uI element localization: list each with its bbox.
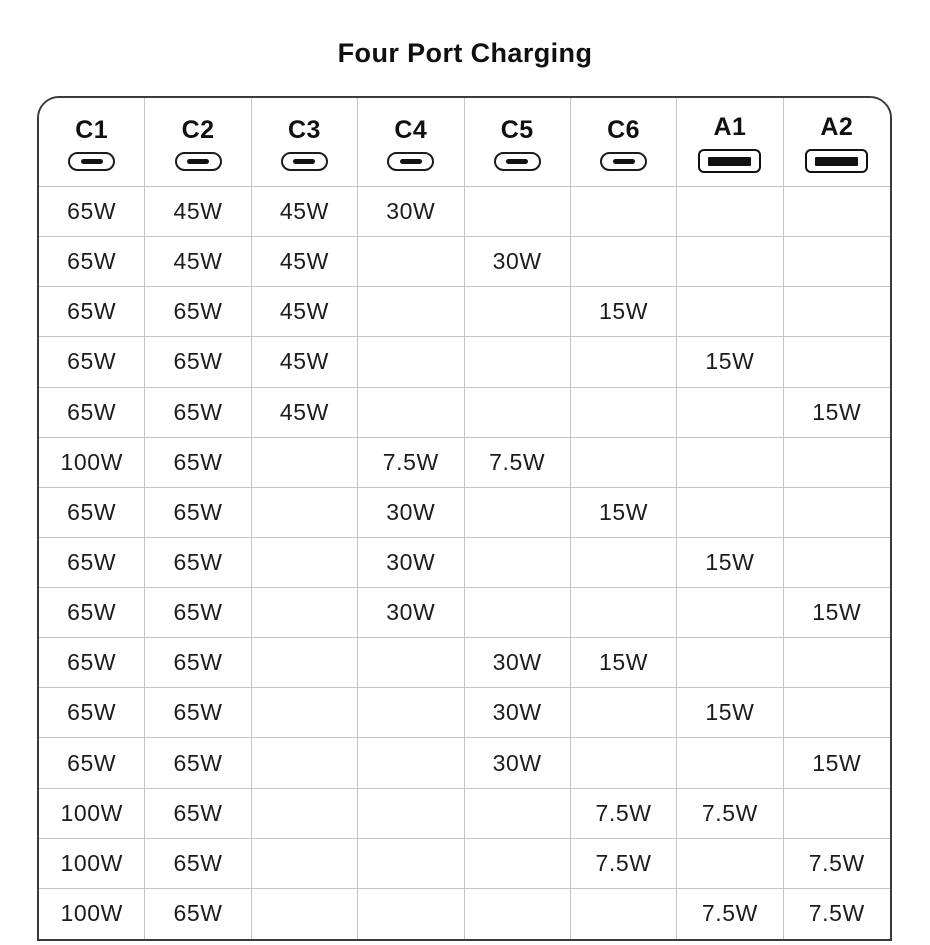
cell-row5-c5 xyxy=(465,388,571,438)
usb-c-port-icon xyxy=(281,152,328,171)
cell-row2-c3: 45W xyxy=(252,237,358,287)
cell-row5-c3: 45W xyxy=(252,388,358,438)
cell-row15-c1: 100W xyxy=(39,889,145,939)
cell-row12-c6 xyxy=(571,738,677,788)
cell-row14-a2: 7.5W xyxy=(784,839,890,889)
column-header-label: C4 xyxy=(394,115,428,144)
cell-row6-c4: 7.5W xyxy=(358,438,464,488)
cell-row10-c2: 65W xyxy=(145,638,251,688)
column-header-label: C5 xyxy=(500,115,534,144)
cell-row4-c2: 65W xyxy=(145,337,251,387)
cell-row1-c3: 45W xyxy=(252,187,358,237)
cell-row1-c4: 30W xyxy=(358,187,464,237)
column-header-c6 xyxy=(571,98,677,187)
column-header-label: C2 xyxy=(181,115,215,144)
cell-row6-c3 xyxy=(252,438,358,488)
cell-row6-c5: 7.5W xyxy=(465,438,571,488)
cell-row12-c4 xyxy=(358,738,464,788)
cell-row10-c1: 65W xyxy=(39,638,145,688)
cell-row6-c2: 65W xyxy=(145,438,251,488)
cell-row9-a1 xyxy=(677,588,783,638)
usb-a-port-icon xyxy=(805,149,868,173)
cell-row3-a2 xyxy=(784,287,890,337)
column-header-c2 xyxy=(145,98,251,187)
page-title: Four Port Charging xyxy=(337,38,593,68)
cell-row10-c3 xyxy=(252,638,358,688)
cell-row6-a1 xyxy=(677,438,783,488)
cell-row3-c6: 15W xyxy=(571,287,677,337)
cell-row2-c6 xyxy=(571,237,677,287)
cell-row13-c6: 7.5W xyxy=(571,789,677,839)
cell-row2-c2: 45W xyxy=(145,237,251,287)
cell-row1-c2: 45W xyxy=(145,187,251,237)
cell-row14-c6: 7.5W xyxy=(571,839,677,889)
usb-c-port-icon xyxy=(175,152,222,171)
cell-row13-c4 xyxy=(358,789,464,839)
cell-row5-a2: 15W xyxy=(784,388,890,438)
cell-row10-c5: 30W xyxy=(465,638,571,688)
cell-row15-a2: 7.5W xyxy=(784,889,890,939)
cell-row3-c4 xyxy=(358,287,464,337)
cell-row15-c6 xyxy=(571,889,677,939)
cell-row4-a1: 15W xyxy=(677,337,783,387)
cell-row9-c5 xyxy=(465,588,571,638)
cell-row7-a2 xyxy=(784,488,890,538)
usb-c-port-icon xyxy=(68,152,115,171)
cell-row10-a2 xyxy=(784,638,890,688)
cell-row7-a1 xyxy=(677,488,783,538)
cell-row9-c3 xyxy=(252,588,358,638)
cell-row11-c6 xyxy=(571,688,677,738)
cell-row4-c3: 45W xyxy=(252,337,358,387)
cell-row13-c1: 100W xyxy=(39,789,145,839)
cell-row9-c1: 65W xyxy=(39,588,145,638)
column-header-label: A1 xyxy=(713,113,747,141)
cell-row12-a1 xyxy=(677,738,783,788)
cell-row12-c5: 30W xyxy=(465,738,571,788)
cell-row11-c1: 65W xyxy=(39,688,145,738)
cell-row4-c1: 65W xyxy=(39,337,145,387)
cell-row7-c3 xyxy=(252,488,358,538)
cell-row13-c3 xyxy=(252,789,358,839)
cell-row5-c4 xyxy=(358,388,464,438)
cell-row11-c3 xyxy=(252,688,358,738)
cell-row1-c6 xyxy=(571,187,677,237)
cell-row9-c2: 65W xyxy=(145,588,251,638)
cell-row8-c1: 65W xyxy=(39,538,145,588)
cell-row13-a2 xyxy=(784,789,890,839)
cell-row10-c4 xyxy=(358,638,464,688)
cell-row11-c5: 30W xyxy=(465,688,571,738)
cell-row14-c5 xyxy=(465,839,571,889)
cell-row14-c3 xyxy=(252,839,358,889)
cell-row7-c4: 30W xyxy=(358,488,464,538)
cell-row10-c6: 15W xyxy=(571,638,677,688)
cell-row15-c3 xyxy=(252,889,358,939)
cell-row13-c5 xyxy=(465,789,571,839)
cell-row7-c1: 65W xyxy=(39,488,145,538)
cell-row5-a1 xyxy=(677,388,783,438)
cell-row15-c5 xyxy=(465,889,571,939)
usb-a-port-icon xyxy=(698,149,761,173)
cell-row13-a1: 7.5W xyxy=(677,789,783,839)
cell-row3-c5 xyxy=(465,287,571,337)
usb-c-port-icon xyxy=(600,152,647,171)
cell-row5-c2: 65W xyxy=(145,388,251,438)
cell-row2-a1 xyxy=(677,237,783,287)
cell-row10-a1 xyxy=(677,638,783,688)
cell-row12-c1: 65W xyxy=(39,738,145,788)
cell-row8-c4: 30W xyxy=(358,538,464,588)
column-header-c4 xyxy=(358,98,464,187)
column-header-label: C6 xyxy=(607,115,641,144)
cell-row6-a2 xyxy=(784,438,890,488)
cell-row8-c5 xyxy=(465,538,571,588)
cell-row8-c2: 65W xyxy=(145,538,251,588)
cell-row5-c6 xyxy=(571,388,677,438)
cell-row1-c5 xyxy=(465,187,571,237)
cell-row4-c5 xyxy=(465,337,571,387)
column-header-label: C3 xyxy=(287,115,321,144)
cell-row15-a1: 7.5W xyxy=(677,889,783,939)
cell-row8-a1: 15W xyxy=(677,538,783,588)
cell-row11-a2 xyxy=(784,688,890,738)
cell-row4-c4 xyxy=(358,337,464,387)
charging-spec-table xyxy=(37,96,892,941)
cell-row3-c3: 45W xyxy=(252,287,358,337)
cell-row4-c6 xyxy=(571,337,677,387)
column-header-a1 xyxy=(677,98,783,187)
column-header-c5 xyxy=(465,98,571,187)
column-header-c3 xyxy=(252,98,358,187)
cell-row11-c2: 65W xyxy=(145,688,251,738)
column-header-label: C1 xyxy=(75,115,109,144)
cell-row8-c6 xyxy=(571,538,677,588)
cell-row3-c1: 65W xyxy=(39,287,145,337)
cell-row12-a2: 15W xyxy=(784,738,890,788)
cell-row15-c2: 65W xyxy=(145,889,251,939)
cell-row4-a2 xyxy=(784,337,890,387)
cell-row3-c2: 65W xyxy=(145,287,251,337)
cell-row11-c4 xyxy=(358,688,464,738)
cell-row1-a2 xyxy=(784,187,890,237)
cell-row13-c2: 65W xyxy=(145,789,251,839)
cell-row14-c1: 100W xyxy=(39,839,145,889)
cell-row14-c4 xyxy=(358,839,464,889)
cell-row12-c3 xyxy=(252,738,358,788)
cell-row9-a2: 15W xyxy=(784,588,890,638)
table-grid xyxy=(39,98,890,939)
usb-c-port-icon xyxy=(494,152,541,171)
cell-row9-c4: 30W xyxy=(358,588,464,638)
cell-row5-c1: 65W xyxy=(39,388,145,438)
cell-row6-c1: 100W xyxy=(39,438,145,488)
cell-row7-c2: 65W xyxy=(145,488,251,538)
cell-row8-a2 xyxy=(784,538,890,588)
cell-row3-a1 xyxy=(677,287,783,337)
cell-row2-a2 xyxy=(784,237,890,287)
column-header-a2 xyxy=(784,98,890,187)
cell-row7-c5 xyxy=(465,488,571,538)
usb-c-port-icon xyxy=(387,152,434,171)
cell-row2-c4 xyxy=(358,237,464,287)
cell-row2-c5: 30W xyxy=(465,237,571,287)
cell-row8-c3 xyxy=(252,538,358,588)
cell-row6-c6 xyxy=(571,438,677,488)
cell-row14-a1 xyxy=(677,839,783,889)
cell-row1-a1 xyxy=(677,187,783,237)
cell-row1-c1: 65W xyxy=(39,187,145,237)
column-header-c1 xyxy=(39,98,145,187)
cell-row11-a1: 15W xyxy=(677,688,783,738)
cell-row12-c2: 65W xyxy=(145,738,251,788)
cell-row15-c4 xyxy=(358,889,464,939)
cell-row14-c2: 65W xyxy=(145,839,251,889)
cell-row2-c1: 65W xyxy=(39,237,145,287)
cell-row7-c6: 15W xyxy=(571,488,677,538)
cell-row9-c6 xyxy=(571,588,677,638)
column-header-label: A2 xyxy=(820,113,854,141)
